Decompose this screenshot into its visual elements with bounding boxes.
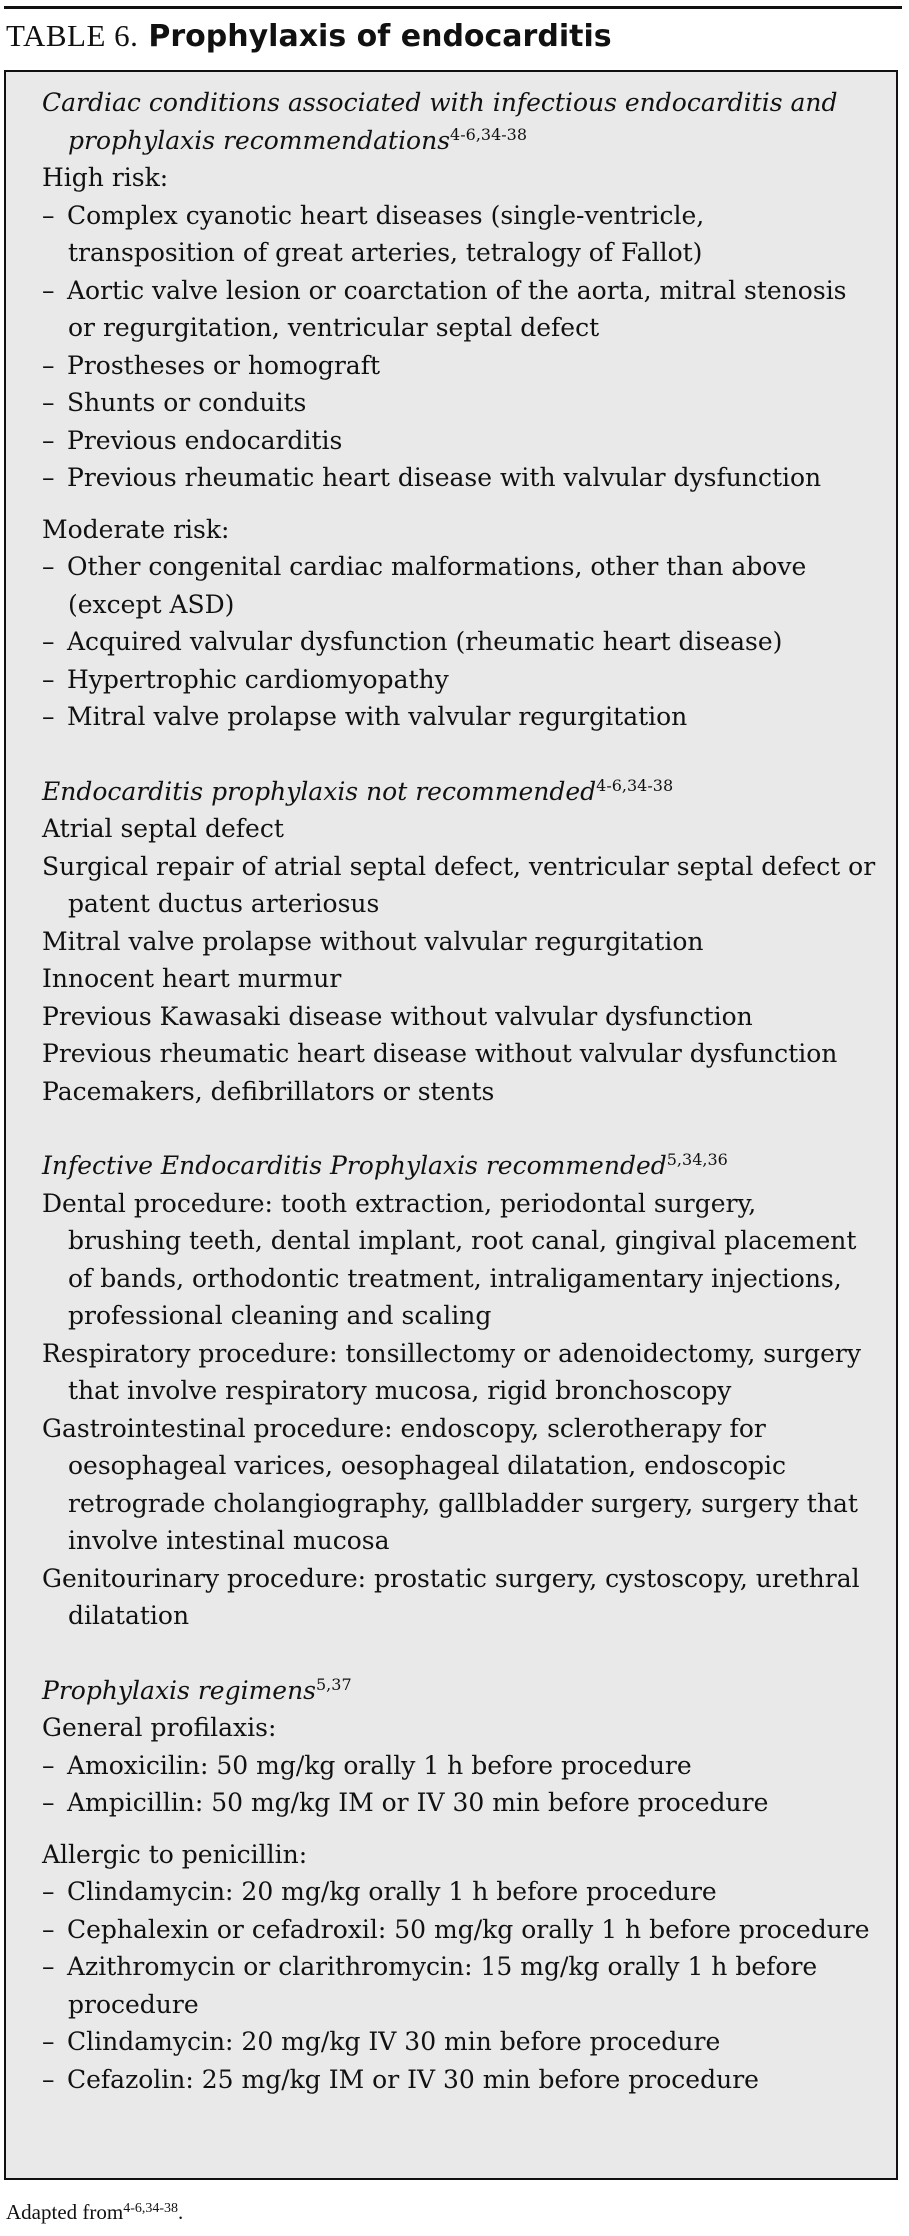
list-item-text: Hypertrophic cardiomyopathy [67,664,449,694]
section-title [42,1147,876,1185]
dash-bullet: – [42,200,55,230]
list-item-text: Previous endocarditis [67,425,343,455]
dash-bullet: – [42,702,55,731]
dash-bullet: – [42,552,55,581]
group-heading: General profilaxis: [42,1713,277,1742]
list-item [42,1948,876,2023]
reference-superscript: 4-6,34-38 [596,775,674,795]
list-item [42,272,876,347]
list-item: Surgical repair of atrial septal defect, ventricular septal defect or patent ductus arteriosus [42,851,876,918]
list-item: Gastrointestinal procedure: endoscopy, sclerotherapy for oesophageal varices, oesophageal dilatation, endoscopic retrograde cholangiography, gallbladder surgery, surgery that involve intestinal mucosa [42,1413,858,1555]
group-high-risk [42,159,876,497]
group-heading: High risk: [42,163,169,192]
dash-bullet: – [42,425,55,455]
list-item: Mitral valve prolapse without valvular regurgitation [42,926,704,956]
list-item [42,197,876,272]
list-item [42,623,876,661]
section-title [42,1672,876,1710]
dash-bullet: – [42,1750,55,1780]
list-item-text: Other congenital cardiac malformations, other than above (except ASD) [67,552,807,619]
dash-bullet: – [42,1952,55,1981]
dash-bullet: – [42,1788,55,1817]
table-footnote [6,2198,183,2226]
list-item [42,347,876,385]
section-title-text: Cardiac conditions associated with infectious endocarditis and prophylaxis recommendations [42,88,838,155]
list-item-text: Complex cyanotic heart diseases (single-ventricle, transposition of great arteries, tetralogy of Fallot) [67,200,705,267]
list-item [42,1784,876,1822]
list-item-text: Clindamycin: 20 mg/kg orally 1 h before procedure [67,1877,717,1906]
list-item [42,422,876,460]
list-item [42,1911,876,1949]
list-item-text: Cephalexin or cefadroxil: 50 mg/kg orally 1 h before procedure [67,1914,870,1944]
section-prophylaxis-not-recommended [42,773,876,1111]
list-item [42,2023,876,2061]
dash-bullet: – [42,463,55,492]
reference-superscript: 4-6,34-38 [450,124,528,144]
list-item-text: Amoxicilin: 50 mg/kg orally 1 h before procedure [67,1750,692,1780]
dash-bullet: – [42,388,55,417]
list-item [42,1873,876,1911]
dash-bullet: – [42,2027,55,2056]
dash-bullet: – [42,627,55,656]
table-title [6,16,612,57]
list-item-text: Clindamycin: 20 mg/kg IV 30 min before procedure [67,2027,721,2056]
footnote-end: . [178,2200,184,2224]
list-item: Previous rheumatic heart disease without valvular dysfunction [42,1039,838,1068]
group-heading: Moderate risk: [42,514,230,544]
dash-bullet: – [42,1914,55,1944]
list-item: Dental procedure: tooth extraction, periodontal surgery, brushing teeth, dental implant, root canal, gingival placement of bands, orthodontic treatment, intraligamentary injections, professional cleaning and scaling [42,1188,857,1330]
section-title-text: Prophylaxis regimens [42,1675,316,1705]
dash-bullet: – [42,275,55,305]
reference-superscript: 5,34,36 [666,1150,728,1169]
list-item [42,661,876,699]
list-item: Genitourinary procedure: prostatic surgery, cystoscopy, urethral dilatation [42,1563,860,1630]
section-prophylaxis-recommended [42,1147,876,1635]
list-item-text: Azithromycin or clarithromycin: 15 mg/kg orally 1 h before procedure [67,1952,818,2019]
list-item [42,698,876,736]
list-item-text: Acquired valvular dysfunction (rheumatic heart disease) [67,627,783,656]
list-item-text: Shunts or conduits [67,388,307,417]
section-title-text: Infective Endocarditis Prophylaxis recommended [42,1151,667,1180]
top-rule [4,6,902,9]
group-moderate-risk [42,511,876,736]
list-item-text: Aortic valve lesion or coarctation of the aorta, mitral stenosis or regurgitation, ventricular septal defect [67,275,847,342]
list-item-text: Cefazolin: 25 mg/kg IM or IV 30 min before procedure [67,2064,759,2094]
table-box [4,70,898,2180]
group-allergic-to-penicillin [42,1836,876,2099]
list-item-text: Ampicillin: 50 mg/kg IM or IV 30 min before procedure [67,1788,769,1817]
list-item: Innocent heart murmur [42,964,342,993]
list-item: Previous Kawasaki disease without valvular dysfunction [42,1001,753,1031]
reference-superscript: 4-6,34-38 [123,2201,179,2216]
list-item-text: Prostheses or homograft [67,350,381,380]
section-title-text: Endocarditis prophylaxis not recommended [42,776,597,806]
list-item: Respiratory procedure: tonsillectomy or adenoidectomy, surgery that involve respiratory mucosa, rigid bronchoscopy [42,1338,861,1405]
table-label: TABLE 6. [6,18,139,53]
list-item [42,2061,876,2099]
footnote-text: Adapted from [6,2200,124,2224]
list-item-text: Mitral valve prolapse with valvular regurgitation [67,702,688,731]
section-title [42,773,876,811]
list-item [42,459,876,497]
dash-bullet: – [42,2064,55,2094]
group-general-profilaxis [42,1709,876,1822]
list-item [42,1747,876,1785]
dash-bullet: – [42,664,55,694]
dash-bullet: – [42,350,55,380]
list-item-text: Previous rheumatic heart disease with valvular dysfunction [67,463,822,492]
list-item: Atrial septal defect [42,814,284,843]
reference-superscript: 5,37 [316,1674,352,1694]
table-title-text: Prophylaxis of endocarditis [148,19,612,54]
section-cardiac-conditions [42,84,876,736]
group-heading: Allergic to penicillin: [42,1839,308,1869]
section-prophylaxis-regimens [42,1672,876,2099]
list-item [42,548,876,623]
section-title [42,84,876,159]
list-item [42,384,876,422]
list-item: Pacemakers, defibrillators or stents [42,1076,495,1106]
dash-bullet: – [42,1877,55,1906]
